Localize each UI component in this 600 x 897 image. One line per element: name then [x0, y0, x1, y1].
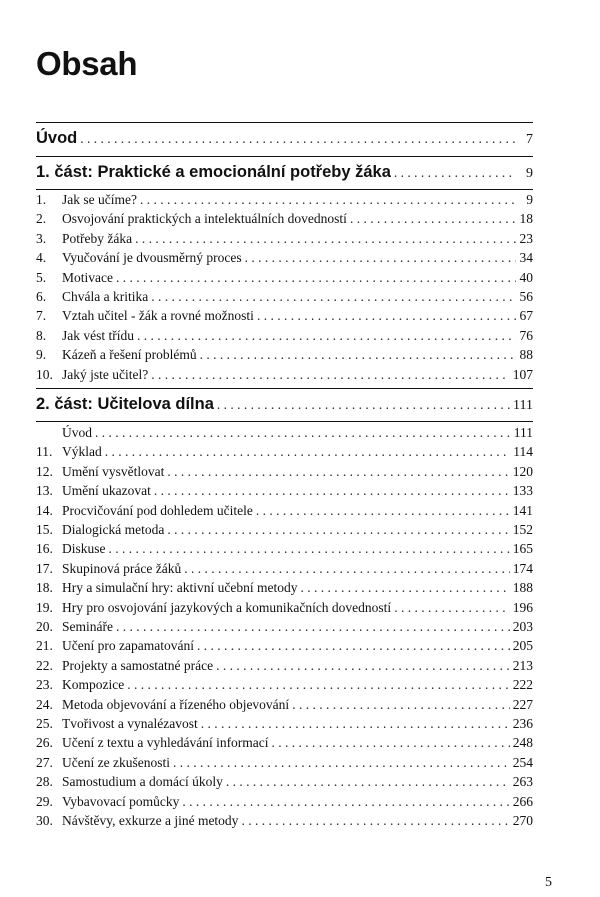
toc-entry-title: Potřeby žáka: [62, 230, 133, 246]
toc-section-title: 2. část: Učitelova dílna: [36, 395, 214, 413]
toc-page-number: 205: [512, 638, 533, 654]
toc-entry-title: Učení ze zkušenosti: [62, 754, 170, 770]
dot-leader: [245, 250, 516, 266]
toc-entry-title: Motivace: [62, 269, 113, 285]
toc-entry-number: 6.: [36, 289, 47, 304]
dot-leader: [217, 397, 510, 413]
toc-entry-title: Úvod: [62, 425, 92, 440]
toc-entry-number: 15.: [36, 522, 53, 537]
toc-entry-number: 9.: [36, 347, 47, 363]
toc-entry-title: Chvála a kritika: [62, 289, 149, 304]
dot-leader: [167, 522, 509, 538]
toc-entry-title: Jaký jste učitel?: [62, 366, 149, 382]
toc-page-number: 23: [519, 230, 533, 246]
dot-leader: [216, 658, 510, 674]
toc-entry: [36, 619, 533, 637]
toc-entry: [36, 192, 533, 210]
toc-entry-title: Samostudium a domácí úkoly: [62, 774, 223, 790]
toc-page-number: 107: [512, 366, 533, 382]
toc-entry: [36, 289, 533, 307]
toc-entry-title: Učení z textu a vyhledávání informací: [62, 735, 269, 751]
toc-page-number: 141: [512, 502, 533, 518]
toc-entry-number: 21.: [36, 638, 53, 654]
dot-leader: [292, 697, 510, 713]
toc-page-number: 266: [512, 793, 533, 809]
toc-entry-number: 17.: [36, 560, 53, 576]
dot-leader: [140, 192, 516, 208]
toc-entry-number: 20.: [36, 619, 53, 634]
toc-entry-title: Metoda objevování a řízeného objevování: [62, 696, 290, 712]
toc-page-number: 40: [519, 269, 533, 285]
toc-entry-title: Projekty a samostatné práce: [62, 657, 214, 673]
toc-entry: [36, 658, 533, 676]
toc-entry: [36, 503, 533, 521]
toc-page-number: 165: [512, 541, 533, 557]
toc-entry: [36, 367, 533, 385]
toc-entry-title: Tvořivost a vynalézavost: [62, 716, 198, 731]
dot-leader: [226, 774, 510, 790]
toc-entry-title: Vybavovací pomůcky: [62, 793, 180, 809]
dot-leader: [137, 328, 516, 344]
toc-entry-number: 2.: [36, 211, 47, 227]
toc-entry-number: 29.: [36, 793, 53, 809]
toc-entry-number: 30.: [36, 813, 53, 828]
toc-entry: [36, 347, 533, 365]
toc-page-number: 9: [526, 192, 533, 207]
toc-page-number: 7: [526, 132, 533, 147]
dot-leader: [173, 755, 510, 771]
toc-entry: [36, 541, 533, 559]
dot-leader: [394, 600, 510, 616]
toc-entry-number: 23.: [36, 677, 53, 693]
toc-entry-number: 1.: [36, 192, 47, 207]
toc-entry-title: Vztah učitel - žák a rovné možnosti: [62, 308, 254, 324]
toc-page-number: 227: [512, 696, 533, 712]
dot-leader: [201, 716, 510, 732]
toc-page-number: 120: [512, 463, 533, 479]
toc-entry: [36, 231, 533, 249]
dot-leader: [182, 794, 509, 810]
top-rule: [36, 122, 533, 123]
toc-section-part1: [36, 163, 533, 185]
toc-section-title: 1. část: Praktické a emocionální potřeby žáka: [36, 163, 391, 181]
toc-entry: [36, 250, 533, 268]
toc-entry-title: Kompozice: [62, 677, 125, 693]
toc-entry-title: Dialogická metoda: [62, 522, 165, 537]
toc-entry-title: Jak se učíme?: [62, 192, 137, 207]
toc-entry: [36, 483, 533, 501]
dot-leader: [151, 289, 516, 305]
section-rule: [36, 388, 533, 389]
dot-leader: [167, 464, 509, 480]
page-folio: 5: [545, 875, 552, 890]
toc-entry: [36, 638, 533, 656]
toc-entry: [36, 328, 533, 346]
toc-entry-title: Skupinová práce žáků: [62, 560, 182, 576]
toc-entry-number: 24.: [36, 696, 53, 712]
toc-entry-number: 22.: [36, 657, 53, 673]
toc-entry-title: Výklad: [62, 444, 102, 460]
dot-leader: [197, 638, 510, 654]
toc-page-number: 67: [519, 308, 533, 324]
toc-page-number: 18: [519, 211, 533, 227]
toc-page-number: 152: [512, 522, 533, 537]
toc-entry-title: Osvojování praktických a intelektuálních dovedností: [62, 211, 347, 227]
toc-entry-number: 8.: [36, 327, 47, 343]
toc-section-title: Úvod: [36, 129, 78, 147]
dot-leader: [394, 165, 516, 181]
toc-page-number: 188: [512, 580, 533, 596]
toc-section-intro: [36, 129, 533, 151]
toc-entry: [36, 735, 533, 753]
toc-entry: [36, 813, 533, 831]
dot-leader: [151, 367, 510, 383]
dot-leader: [80, 131, 516, 147]
toc-entry: [36, 444, 533, 462]
toc-entry: [36, 580, 533, 598]
toc-entry: [36, 561, 533, 579]
toc-entry-number: 14.: [36, 502, 53, 518]
toc-entry-title: Umění vysvětlovat: [62, 463, 165, 479]
toc-page-number: 196: [512, 599, 533, 615]
section-rule: [36, 189, 533, 190]
toc-entry: [36, 464, 533, 482]
toc-entry: [36, 755, 533, 773]
toc-page-number: 88: [519, 347, 533, 363]
toc-entry-title: Učení pro zapamatování: [62, 638, 194, 654]
toc-section-part2: [36, 395, 533, 417]
toc-entry-number: 19.: [36, 599, 53, 615]
toc-entry-title: Vyučování je dvousměrný proces: [62, 250, 242, 266]
toc-page-number: 213: [512, 657, 533, 673]
toc-page-number: 111: [513, 398, 533, 413]
toc-entry: [36, 794, 533, 812]
dot-leader: [116, 270, 516, 286]
toc-page-number: 133: [512, 483, 533, 499]
dot-leader: [127, 677, 510, 693]
toc-page-number: 34: [519, 250, 533, 266]
toc-entry: [36, 522, 533, 540]
dot-leader: [184, 561, 510, 577]
dot-leader: [154, 483, 510, 499]
section-rule: [36, 421, 533, 422]
toc-page-number: 254: [512, 754, 533, 770]
toc-page-number: 111: [513, 425, 533, 440]
page-title: Obsah: [36, 45, 138, 82]
dot-leader: [95, 425, 511, 441]
toc-entry-number: 18.: [36, 580, 53, 596]
toc-entry-number: 25.: [36, 716, 53, 731]
toc-page-number: 56: [519, 289, 533, 304]
dot-leader: [350, 211, 516, 227]
toc-page-number: 236: [512, 716, 533, 731]
toc-entry-title: Jak vést třídu: [62, 327, 134, 343]
toc-entry-title: Procvičování pod dohledem učitele: [62, 502, 253, 518]
toc-entry: [36, 425, 533, 443]
toc-entry-title: Hry a simulační hry: aktivní učební metody: [62, 580, 298, 596]
toc-page-number: 248: [512, 735, 533, 751]
dot-leader: [257, 308, 516, 324]
toc-entry: [36, 774, 533, 792]
toc-entry-number: 13.: [36, 483, 53, 499]
dot-leader: [300, 580, 509, 596]
dot-leader: [109, 541, 510, 557]
dot-leader: [256, 503, 510, 519]
toc-entry-number: 3.: [36, 230, 47, 246]
toc-page-number: 76: [519, 327, 533, 343]
toc-entry: [36, 677, 533, 695]
toc-page-number: 174: [512, 560, 533, 576]
toc-entry-number: 12.: [36, 463, 53, 479]
toc-entry-number: 16.: [36, 541, 53, 557]
toc-entry-number: 28.: [36, 774, 53, 790]
toc-page-number: 263: [512, 774, 533, 790]
toc-page-number: 9: [526, 166, 533, 181]
section-rule: [36, 156, 533, 157]
dot-leader: [135, 231, 516, 247]
toc-entry: [36, 270, 533, 288]
toc-entry-title: Návštěvy, exkurze a jiné metody: [62, 813, 239, 828]
dot-leader: [116, 619, 510, 635]
toc-entry: [36, 600, 533, 618]
toc-entry-number: 27.: [36, 754, 53, 770]
dot-leader: [272, 735, 510, 751]
toc-entry-title: Umění ukazovat: [62, 483, 151, 499]
toc-entry: [36, 308, 533, 326]
toc-entry-number: 7.: [36, 308, 47, 324]
toc-entry: [36, 716, 533, 734]
dot-leader: [105, 444, 511, 460]
toc-entry-title: Diskuse: [62, 541, 106, 557]
toc-entry-title: Kázeň a řešení problémů: [62, 347, 197, 363]
toc-entry: [36, 211, 533, 229]
toc-entry-title: Semináře: [62, 619, 113, 634]
toc-page-number: 222: [512, 677, 533, 693]
toc-page-number: 114: [513, 444, 533, 460]
toc-page-number: 203: [512, 619, 533, 634]
toc-page-number: 270: [512, 813, 533, 828]
dot-leader: [241, 813, 509, 829]
toc-entry-number: 10.: [36, 366, 53, 382]
toc-entry-number: 5.: [36, 269, 47, 285]
toc-entry-number: 11.: [36, 444, 53, 460]
toc-entry-number: 4.: [36, 250, 47, 266]
toc-entry-number: 26.: [36, 735, 53, 751]
toc-entry-title: Hry pro osvojování jazykových a komunikačních dovedností: [62, 599, 392, 615]
toc-entry: [36, 697, 533, 715]
dot-leader: [200, 347, 516, 363]
